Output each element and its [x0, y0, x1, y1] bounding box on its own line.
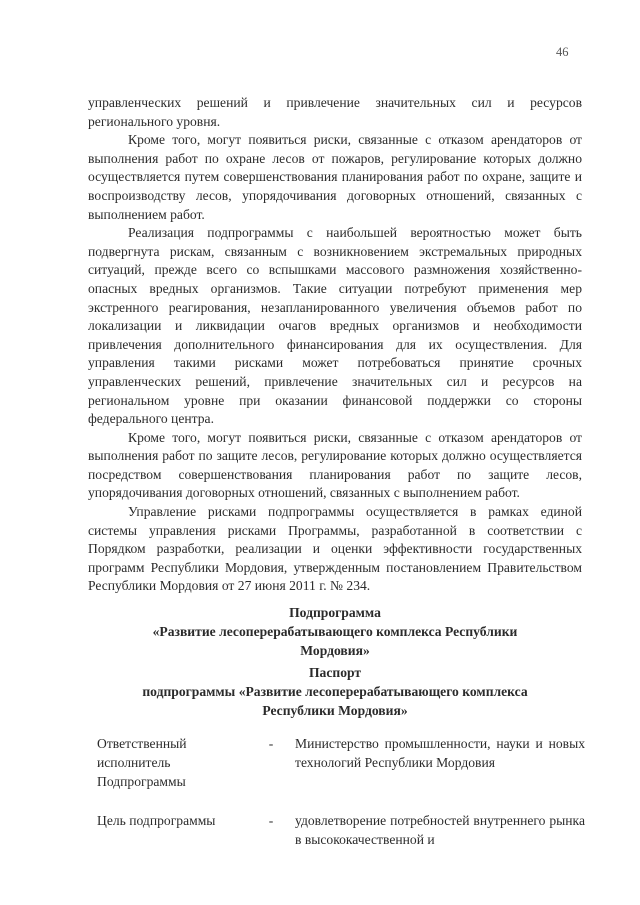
subprogram-heading-line: «Развитие лесоперерабатывающего комплекса Республики [152, 624, 518, 639]
subprogram-heading-line: Подпрограмма [289, 605, 381, 620]
subprogram-heading-line: Мордовия» [300, 643, 370, 658]
passport-heading [88, 663, 582, 720]
page-number: 46 [556, 45, 569, 59]
passport-table [97, 734, 585, 869]
paragraph: Кроме того, могут появиться риски, связанные с отказом арендаторов от выполнения работ по охране лесов от пожаров, регулирование которых должно осуществляется путем совершенствования планирования работ по охране, защите и воспроизводству лесов, упорядочивания договорных отношений, связанных с выполнением работ. [88, 132, 582, 222]
passport-heading-line: Паспорт [308, 665, 362, 680]
passport-row-label: Ответственный исполнитель Подпрограммы [97, 736, 187, 789]
paragraph: Кроме того, могут появиться риски, связанные с отказом арендаторов от выполнения работ по защите лесов, регулирование которых должно осуществляется посредством совершенствования планирования работ по защите лесов, упорядочивания договорных отношений, связанных с выполнением работ. [88, 429, 582, 501]
subprogram-heading [88, 603, 582, 660]
passport-row-value: удовлетворение потребностей внутреннего рынка в высококачественной и [295, 813, 585, 847]
paragraph: Управление рисками подпрограммы осуществляется в рамках единой системы управления рисками Программы, разработанной в соответствии с Порядком разработки, реализации и оценки эффективности государственных программ Республики Мордовия, утвержденным постановлением Правительством Республики Мордовия от 27 июня 2011 г. № 234. [88, 504, 582, 594]
passport-row-label: Цель подпрограммы [97, 813, 216, 828]
passport-row-dash: - [268, 813, 274, 828]
passport-heading-line: Республики Мордовия» [262, 703, 408, 718]
passport-row [97, 734, 585, 791]
paragraph: управленческих решений и привлечение значительных сил и ресурсов регионального уровня. [88, 95, 582, 129]
passport-row-dash: - [268, 736, 274, 751]
passport-heading-line: подпрограммы «Развитие лесоперерабатывающего комплекса [142, 684, 528, 699]
paragraph: Реализация подпрограммы с наибольшей вероятностью может быть подвергнута рискам, связанным с возникновением экстремальных природных ситуаций, прежде всего со вспышками массового размножения хозяйственно-опасных вредных организмов. Такие ситуации потребуют применения мер экстренного реагирования, незапланированного увеличения объемов работ по локализации и ликвидации очагов вредных организмов и необходимости привлечения дополнительного финансирования для их осуществления. Для управления такими рисками может потребоваться принятие срочных управленческих решений, привлечение значительных сил и ресурсов на региональном уровне при оказании финансовой поддержки со стороны федерального центра. [88, 225, 582, 427]
body-text [88, 94, 582, 596]
passport-row-value: Министерство промышленности, науки и новых технологий Республики Мордовия [295, 736, 585, 770]
passport-row [97, 811, 585, 849]
